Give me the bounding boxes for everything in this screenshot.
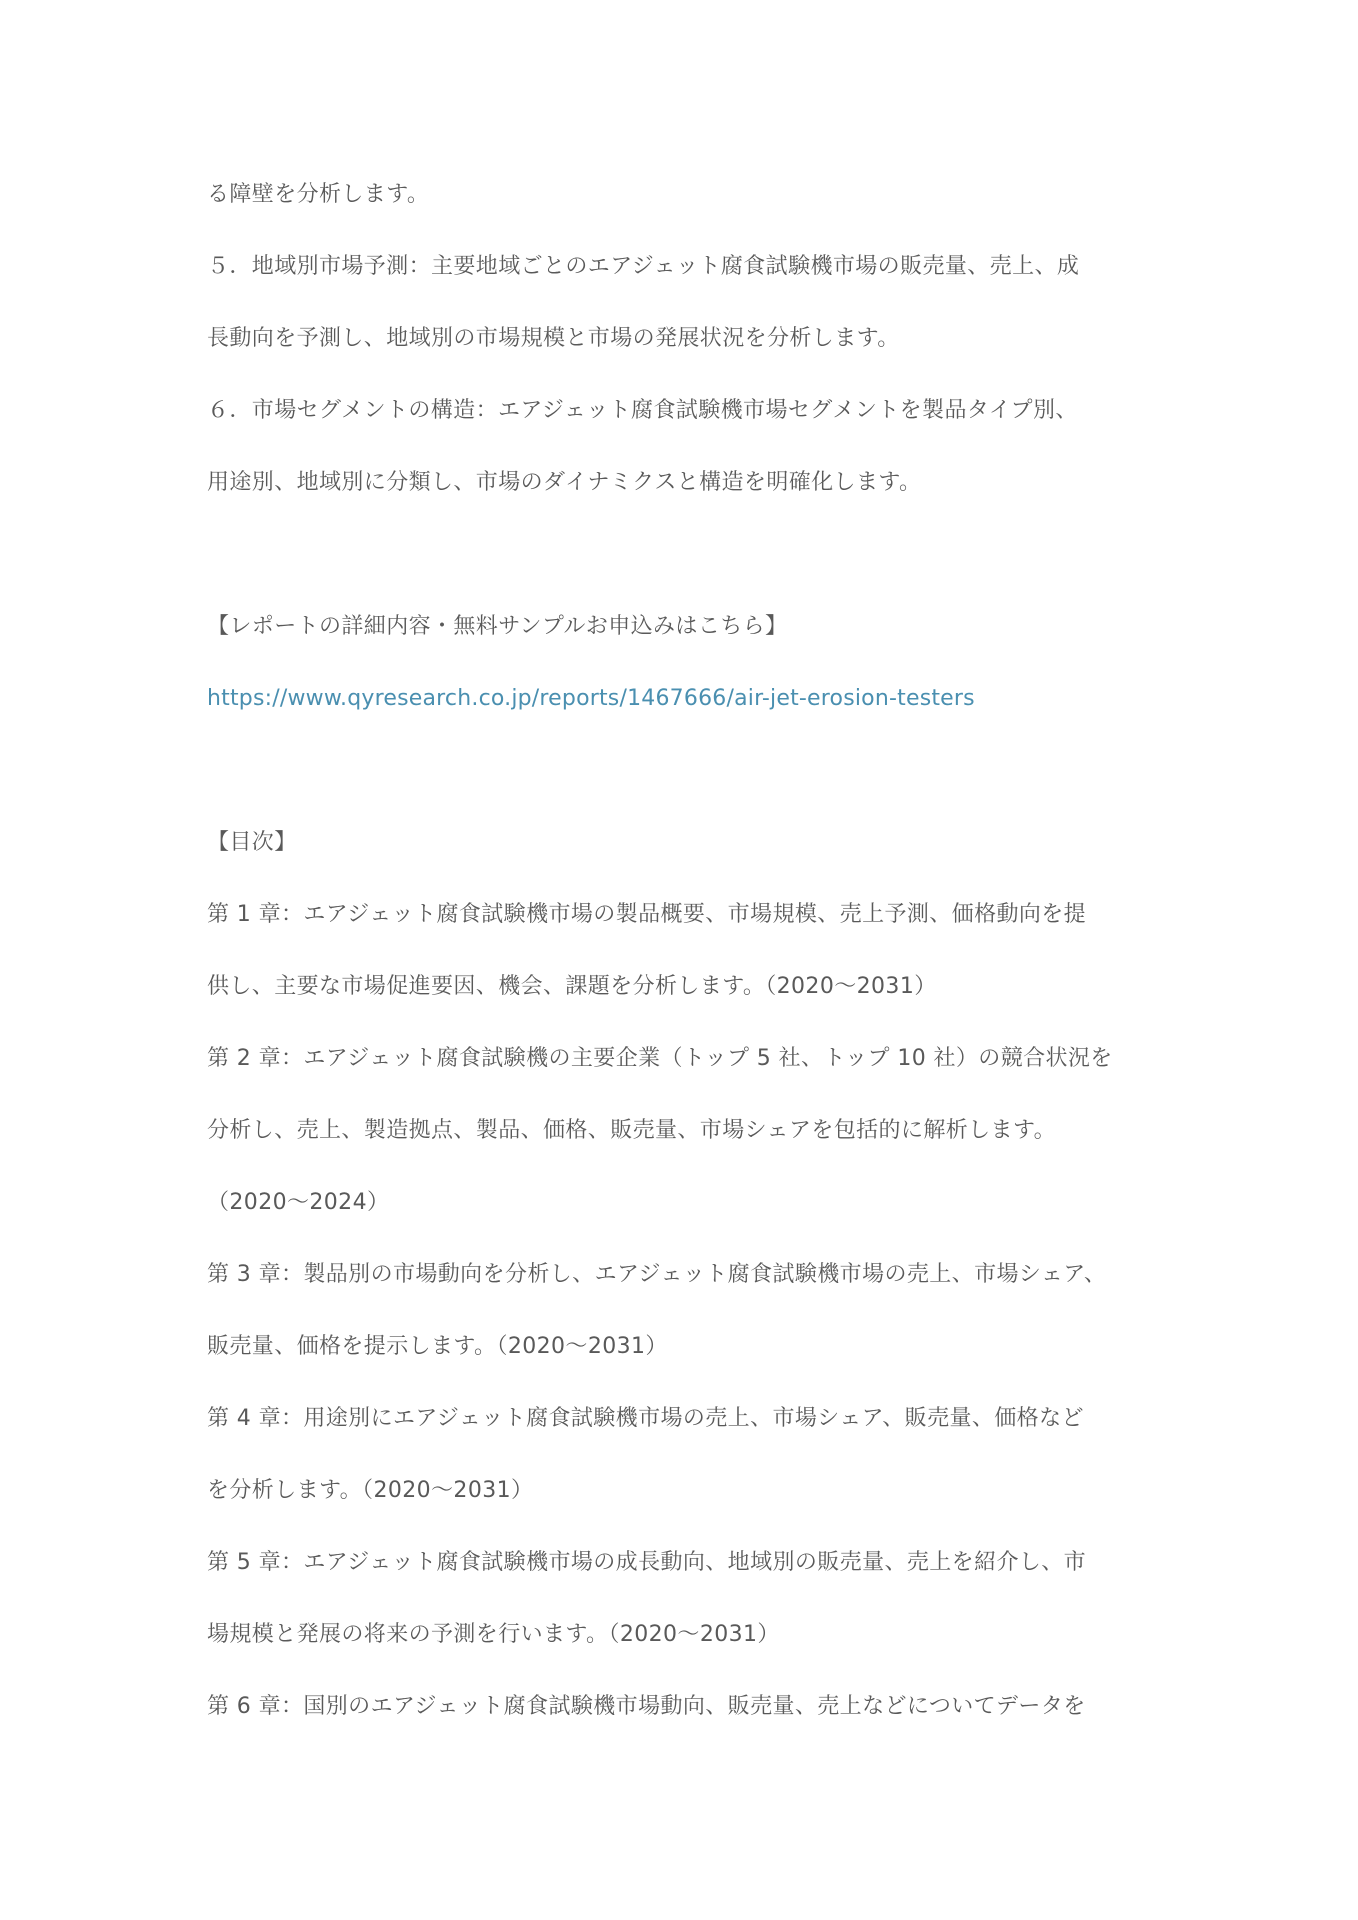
toc-chapter-2-cont: 分析し、売上、製造拠点、製品、価格、販売量、市場シェアを包括的に解析します。 xyxy=(207,1118,1057,1143)
body-text-line: る障壁を分析します。 xyxy=(207,182,430,207)
toc-heading: 【目次】 xyxy=(207,830,297,855)
body-text-line: 長動向を予測し、地域別の市場規模と市場の発展状況を分析します。 xyxy=(207,326,900,351)
toc-chapter-3: 第 3 章：製品別の市場動向を分析し、エアジェット腐食試験機市場の売上、市場シェア、 xyxy=(207,1262,1107,1287)
toc-chapter-4-cont: を分析します。（2020～2031） xyxy=(207,1478,534,1503)
body-text-line: 用途別、地域別に分類し、市場のダイナミクスと構造を明確化します。 xyxy=(207,470,922,495)
toc-chapter-3-cont: 販売量、価格を提示します。（2020～2031） xyxy=(207,1334,668,1359)
list-item-6: ６．市場セグメントの構造：エアジェット腐食試験機市場セグメントを製品タイプ別、 xyxy=(207,398,1078,423)
toc-chapter-5: 第 5 章：エアジェット腐食試験機市場の成長動向、地域別の販売量、売上を紹介し、市 xyxy=(207,1550,1087,1575)
toc-chapter-1-cont: 供し、主要な市場促進要因、機会、課題を分析します。（2020～2031） xyxy=(207,974,937,999)
toc-chapter-6: 第 6 章：国別のエアジェット腐食試験機市場動向、販売量、売上などについてデータを xyxy=(207,1694,1086,1719)
list-item-5: ５．地域別市場予測：主要地域ごとのエアジェット腐食試験機市場の販売量、売上、成 xyxy=(207,254,1080,279)
toc-chapter-2-years: （2020～2024） xyxy=(207,1190,390,1215)
toc-chapter-4: 第 4 章：用途別にエアジェット腐食試験機市場の売上、市場シェア、販売量、価格など xyxy=(207,1406,1084,1431)
toc-chapter-2: 第 2 章：エアジェット腐食試験機の主要企業（トップ 5 社、トップ 10 社）の競合状況を xyxy=(207,1046,1113,1071)
report-link[interactable]: https://www.qyresearch.co.jp/reports/1467666/air-jet-erosion-testers xyxy=(207,686,975,711)
report-detail-heading: 【レポートの詳細内容・無料サンプルお申込みはこちら】 xyxy=(207,614,788,639)
toc-chapter-1: 第 1 章：エアジェット腐食試験機市場の製品概要、市場規模、売上予測、価格動向を提 xyxy=(207,902,1087,927)
toc-chapter-5-cont: 場規模と発展の将来の予測を行います。（2020～2031） xyxy=(207,1622,780,1647)
